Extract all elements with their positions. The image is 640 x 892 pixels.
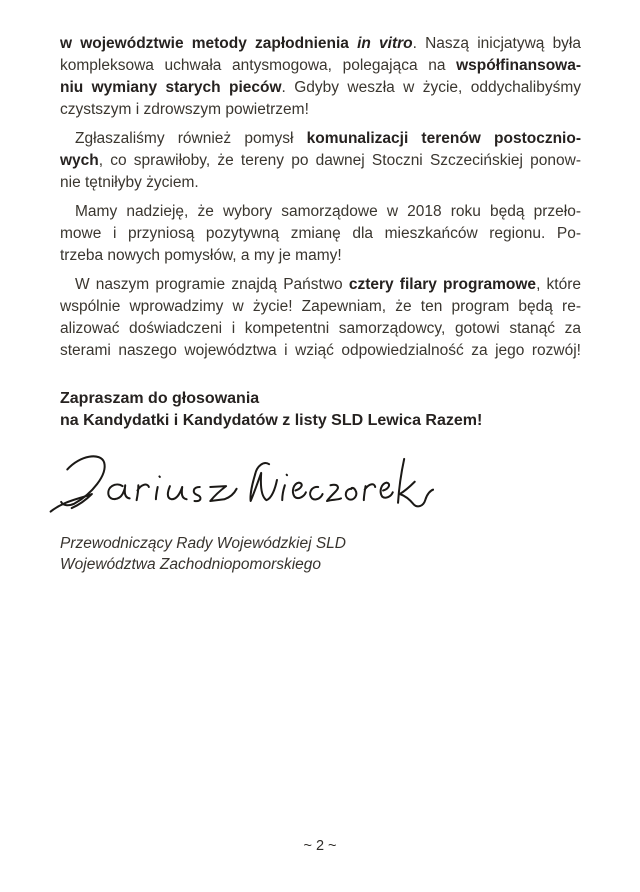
closing-line: na Kandydatki i Kandydatów z listy SLD Lewica Razem! — [60, 412, 483, 429]
signature-image — [48, 445, 434, 529]
text-line — [60, 318, 581, 340]
body-paragraphs — [60, 33, 581, 362]
text-line — [60, 223, 581, 245]
signatory-title: Przewodniczący Rady Wojewódzkiej SLD — [60, 535, 347, 552]
signatory-block — [60, 533, 581, 575]
text-line — [60, 245, 581, 267]
paragraph — [60, 128, 581, 194]
closing-block — [60, 388, 581, 432]
paragraph — [60, 201, 581, 267]
text-line — [60, 99, 581, 121]
body-text: . Gdyby weszła w życie, oddychalibyśmy — [281, 79, 581, 96]
text-line — [60, 77, 581, 99]
body-text: czystszym i zdrowszym powietrzem! — [60, 101, 309, 118]
body-text: Mamy nadzieję, że wybory samorządowe w 2018 roku będą przeło- — [75, 203, 581, 220]
bold-italic-text: in vitro — [357, 35, 413, 52]
text-line — [60, 274, 581, 296]
body-text: , co sprawiłoby, że tereny po dawnej Stoczni Szczecińskiej ponow- — [98, 152, 581, 169]
text-line — [60, 150, 581, 172]
bold-text: cztery filary programowe — [348, 276, 537, 293]
body-text: kompleksowa uchwała antysmogowa, polegająca na — [60, 57, 457, 74]
bold-text: wych — [60, 152, 99, 169]
signatory-region: Województwa Zachodniopomorskiego — [60, 556, 322, 573]
body-text: nie tętniłyby życiem. — [60, 174, 199, 191]
paragraph — [60, 274, 581, 362]
body-text: trzeba nowych pomysłów, a my je mamy! — [60, 247, 342, 264]
page-number: ~ 2 ~ — [303, 838, 337, 854]
text-line — [60, 201, 581, 223]
text-line — [60, 172, 581, 194]
body-text: mowe i przyniosą pozytywną zmianę dla mieszkańców regionu. Po- — [60, 225, 581, 242]
text-line — [60, 128, 581, 150]
closing-line: Zapraszam do głosowania — [60, 390, 260, 407]
bold-text: komunalizacji terenów postocznio- — [306, 130, 581, 147]
body-text: . Naszą inicjatywą była — [412, 35, 582, 52]
body-text: W naszym programie znajdą Państwo — [75, 276, 349, 293]
body-text: Zgłaszaliśmy również pomysł — [75, 130, 307, 147]
text-line — [60, 55, 581, 77]
page-content — [60, 33, 581, 575]
paragraph — [60, 33, 581, 121]
bold-text: współfinansowa- — [456, 57, 581, 74]
bold-text: niu wymiany starych pieców — [60, 79, 282, 96]
bold-text: w województwie metody zapłodnienia — [60, 35, 358, 52]
text-line — [60, 33, 581, 55]
body-text: , które — [536, 276, 582, 293]
body-text: alizować doświadczeni i kompetentni samorządowcy, gotowi stanąć za — [60, 320, 581, 337]
body-text: sterami naszego województwa i wziąć odpowiedzialność za jego rozwój! — [60, 342, 581, 359]
text-line — [60, 296, 581, 318]
handwritten-signature — [48, 445, 434, 529]
text-line — [60, 340, 581, 362]
body-text: wspólnie wprowadzimy w życie! Zapewniam, że ten program będą re- — [60, 298, 581, 315]
